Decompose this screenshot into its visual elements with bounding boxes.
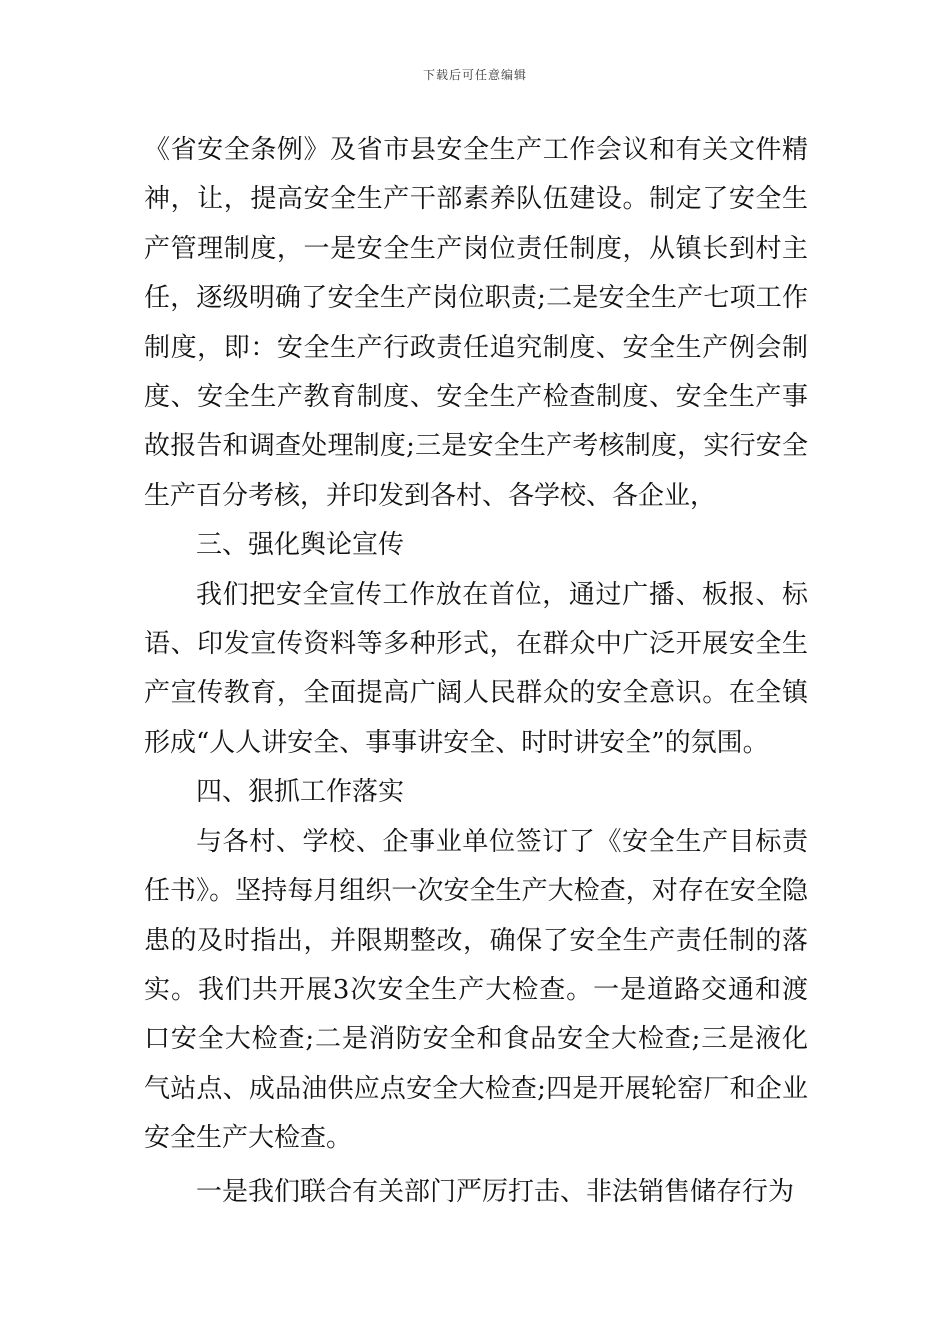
paragraph-crackdown: 一是我们联合有关部门严厉打击、非法销售储存行为: [196, 1176, 795, 1207]
paragraph-implementation: 与各村、学校、企事业单位签订了《安全生产目标责任书》。坚持每月组织一次安全生产大检查，对存在安全隐患的及时指出，并限期整改，确保了安全生产责任制的落实。我们共开展3次安全生产大检查。一是道路交通和渡口安全大检查;二是消防安全和食品安全大检查;三是液化气站点、成品油供应点安全大检查;四是开展轮窑厂和企业安全生产大检查。: [144, 826, 808, 1154]
paragraph-regulations: 《省安全条例》及省市县安全生产工作会议和有关文件精神，让，提高安全生产干部素养队伍建设。制定了安全生产管理制度，一是安全生产岗位责任制度，从镇长到村主任，逐级明确了安全生产岗位职责;二是安全生产七项工作制度，即：安全生产行政责任追究制度、安全生产例会制度、安全生产教育制度、安全生产检查制度、安全生产事故报告和调查处理制度;三是安全生产考核制度，实行安全生产百分考核，并印发到各村、各学校、各企业，: [144, 135, 808, 511]
paragraph-publicity: 我们把安全宣传工作放在首位，通过广播、板报、标语、印发宣传资料等多种形式，在群众中广泛开展安全生产宣传教育，全面提高广阔人民群众的安全意识。在全镇形成“人人讲安全、事事讲安全、时时讲安全”的氛围。: [144, 579, 808, 758]
section-heading-publicity: 三、强化舆论宣传: [196, 530, 405, 561]
section-heading-implementation: 四、狠抓工作落实: [196, 777, 405, 808]
document-body: [144, 126, 808, 1217]
page-header: 下载后可任意编辑: [422, 68, 527, 82]
